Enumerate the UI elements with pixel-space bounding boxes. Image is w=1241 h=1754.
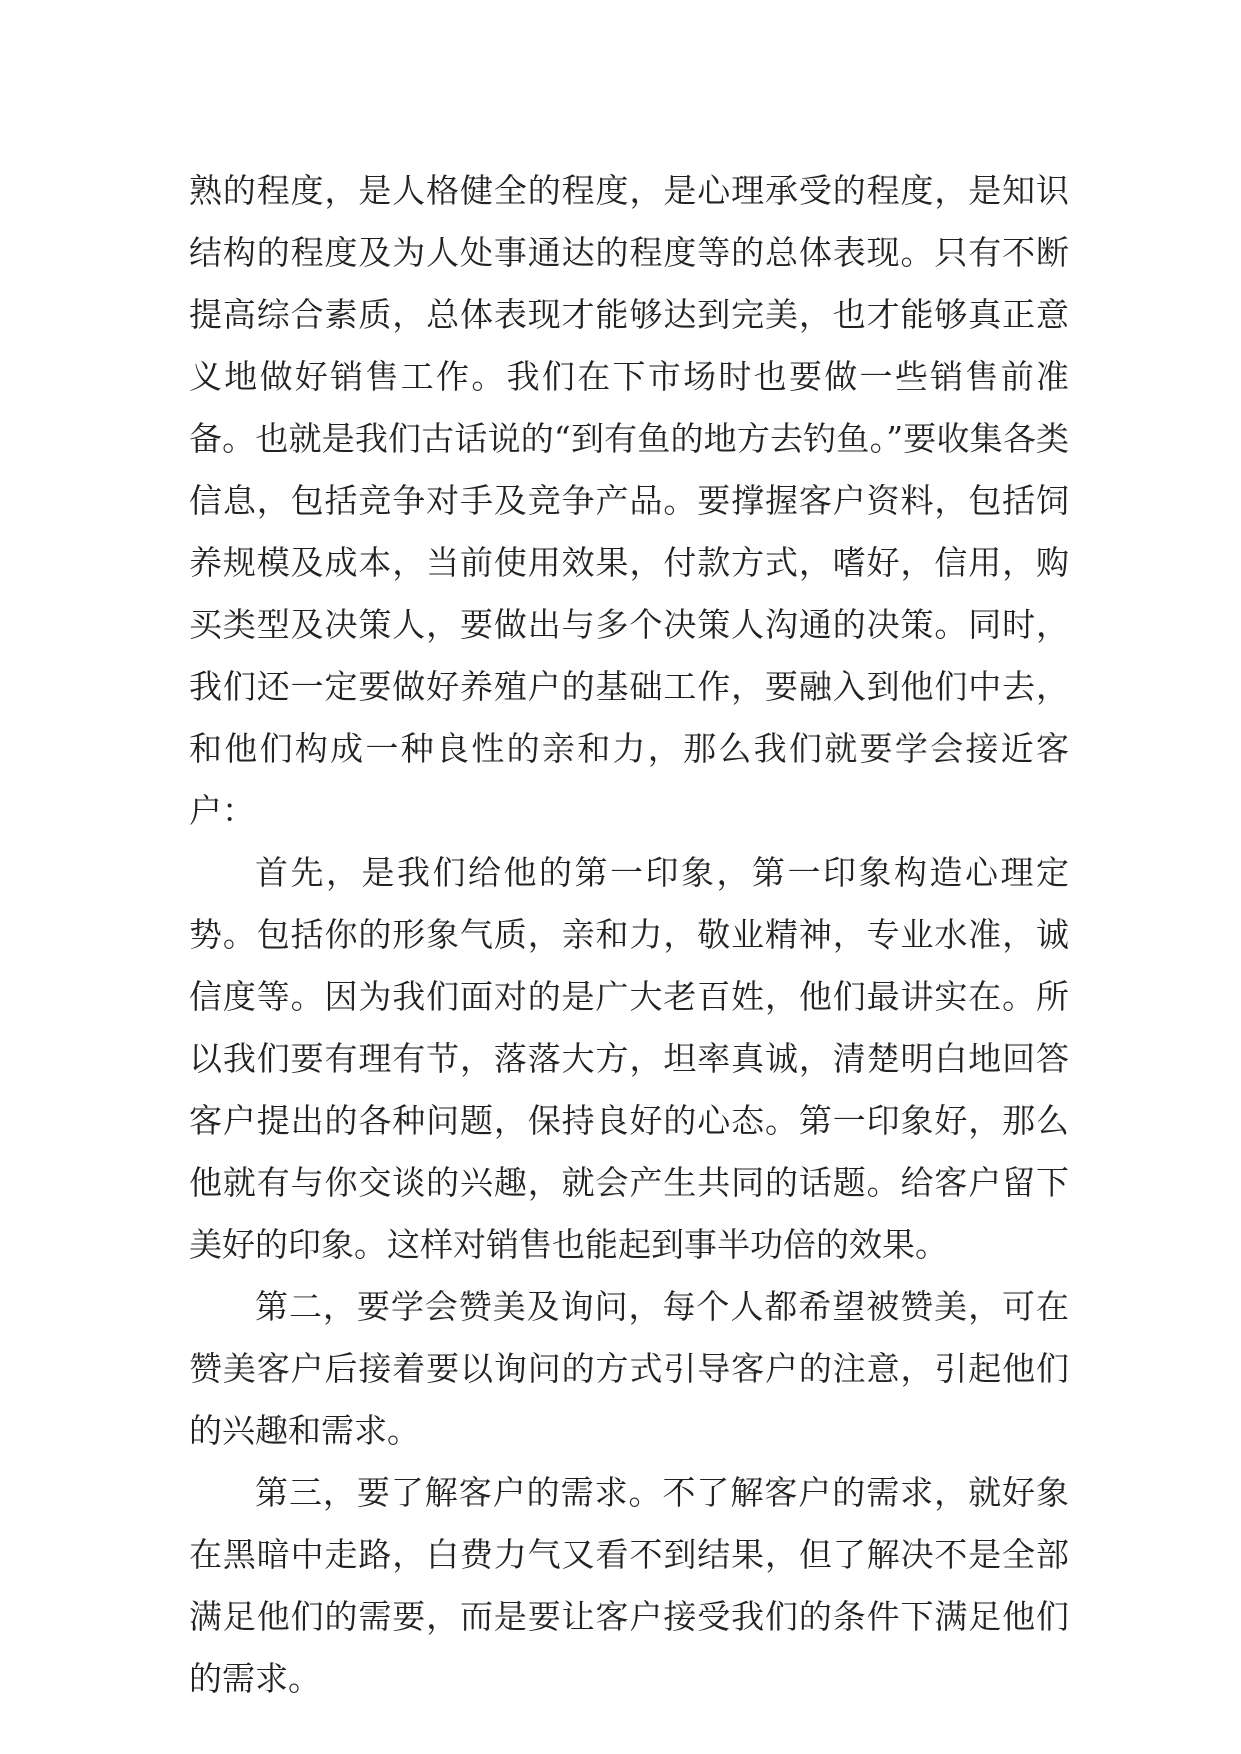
paragraph-first-impression: 首先，是我们给他的第一印象，第一印象构造心理定势。包括你的形象气质，亲和力，敬业精神，专业水准，诚信度等。因为我们面对的是广大老百姓，他们最讲实在。所以我们要有理有节，落落大方，坦率真诚，清楚明白地回答客户提出的各种问题，保持良好的心态。第一印象好，那么他就有与你交谈的兴趣，就会产生共同的话题。给客户留下美好的印象。这样对销售也能起到事半功倍的效果。 [189,853,1069,1264]
paragraph-continued: 熟的程度，是人格健全的程度，是心理承受的程度，是知识结构的程度及为人处事通达的程度等的总体表现。只有不断提高综合素质，总体表现才能够达到完美，也才能够真正意义地做好销售工作。我们在下市场时也要做一些销售前准备。也就是我们古话说的“到有鱼的地方去钓鱼。”要收集各类信息，包括竞争对手及竞争产品。要撑握客户资料，包括饲养规模及成本，当前使用效果，付款方式，嗜好，信用，购买类型及决策人，要做出与多个决策人沟通的决策。同时，我们还一定要做好养殖户的基础工作，要融入到他们中去，和他们构成一种良性的亲和力，那么我们就要学会接近客户： [189,171,1069,830]
paragraph-customer-needs: 第三，要了解客户的需求。不了解客户的需求，就好象在黑暗中走路，白费力气又看不到结果，但了解决不是全部满足他们的需要，而是要让客户接受我们的条件下满足他们的需求。 [189,1473,1069,1698]
paragraph-praise-and-inquiry: 第二，要学会赞美及询问，每个人都希望被赞美，可在赞美客户后接着要以询问的方式引导客户的注意，引起他们的兴趣和需求。 [189,1287,1069,1450]
body-text [189,160,1069,1710]
